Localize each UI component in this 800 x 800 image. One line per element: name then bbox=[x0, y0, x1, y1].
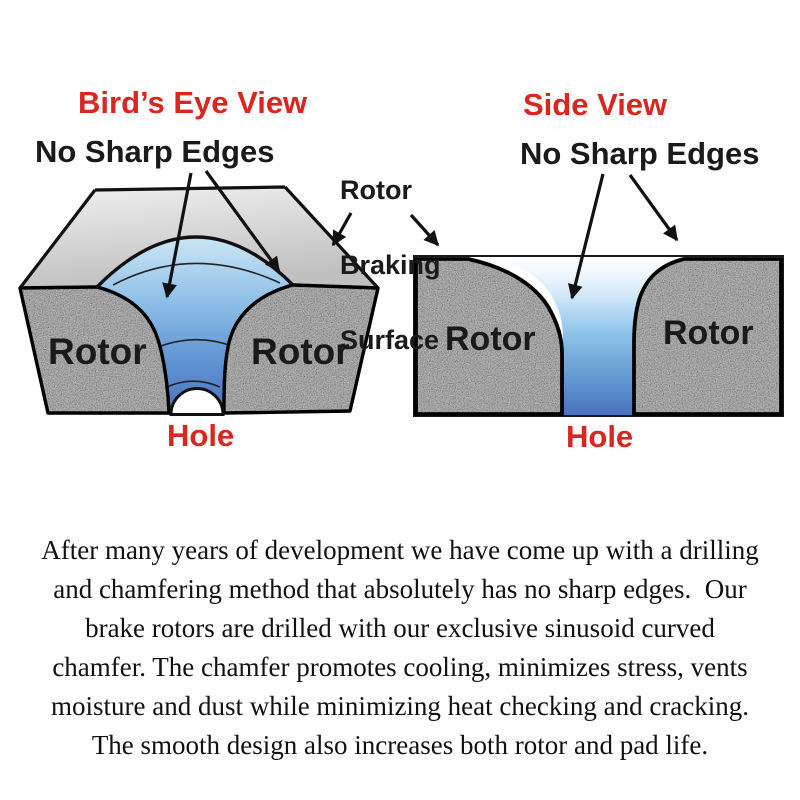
no-sharp-edges-arrow-side-right bbox=[630, 175, 677, 240]
braking-surface-line-2: Braking bbox=[340, 250, 441, 280]
braking-surface-line-1: Rotor bbox=[340, 175, 412, 205]
description-line: The smooth design also increases both rotor and pad life. bbox=[91, 730, 709, 760]
rotor-label-side-left: Rotor bbox=[445, 320, 536, 358]
no-sharp-edges-label-bird: No Sharp Edges bbox=[35, 134, 275, 169]
rotor-label-bird-left: Rotor bbox=[48, 331, 147, 372]
description-paragraph bbox=[0, 531, 800, 765]
description-line: and chamfering method that absolutely has no sharp edges. Our bbox=[53, 574, 747, 604]
description-line: moisture and dust while minimizing heat checking and cracking. bbox=[50, 691, 750, 721]
rotor-label-side-right: Rotor bbox=[663, 314, 754, 352]
braking-surface-label bbox=[340, 128, 441, 403]
side-title: Side View bbox=[523, 87, 668, 122]
description-line: chamfer. The chamfer promotes cooling, minimizes stress, vents bbox=[52, 652, 748, 682]
hole-label-side: Hole bbox=[566, 419, 634, 454]
hole-label-bird: Hole bbox=[167, 418, 235, 453]
description-line: brake rotors are drilled with our exclusive sinusoid curved bbox=[85, 613, 715, 643]
rotor-label-bird-right: Rotor bbox=[251, 331, 350, 372]
description-line: After many years of development we have come up with a drilling bbox=[41, 535, 759, 565]
birdseye-drawing bbox=[20, 187, 378, 415]
no-sharp-edges-label-side: No Sharp Edges bbox=[520, 136, 760, 171]
birdseye-title: Bird’s Eye View bbox=[78, 85, 308, 120]
braking-surface-line-3: Surface bbox=[340, 325, 440, 355]
